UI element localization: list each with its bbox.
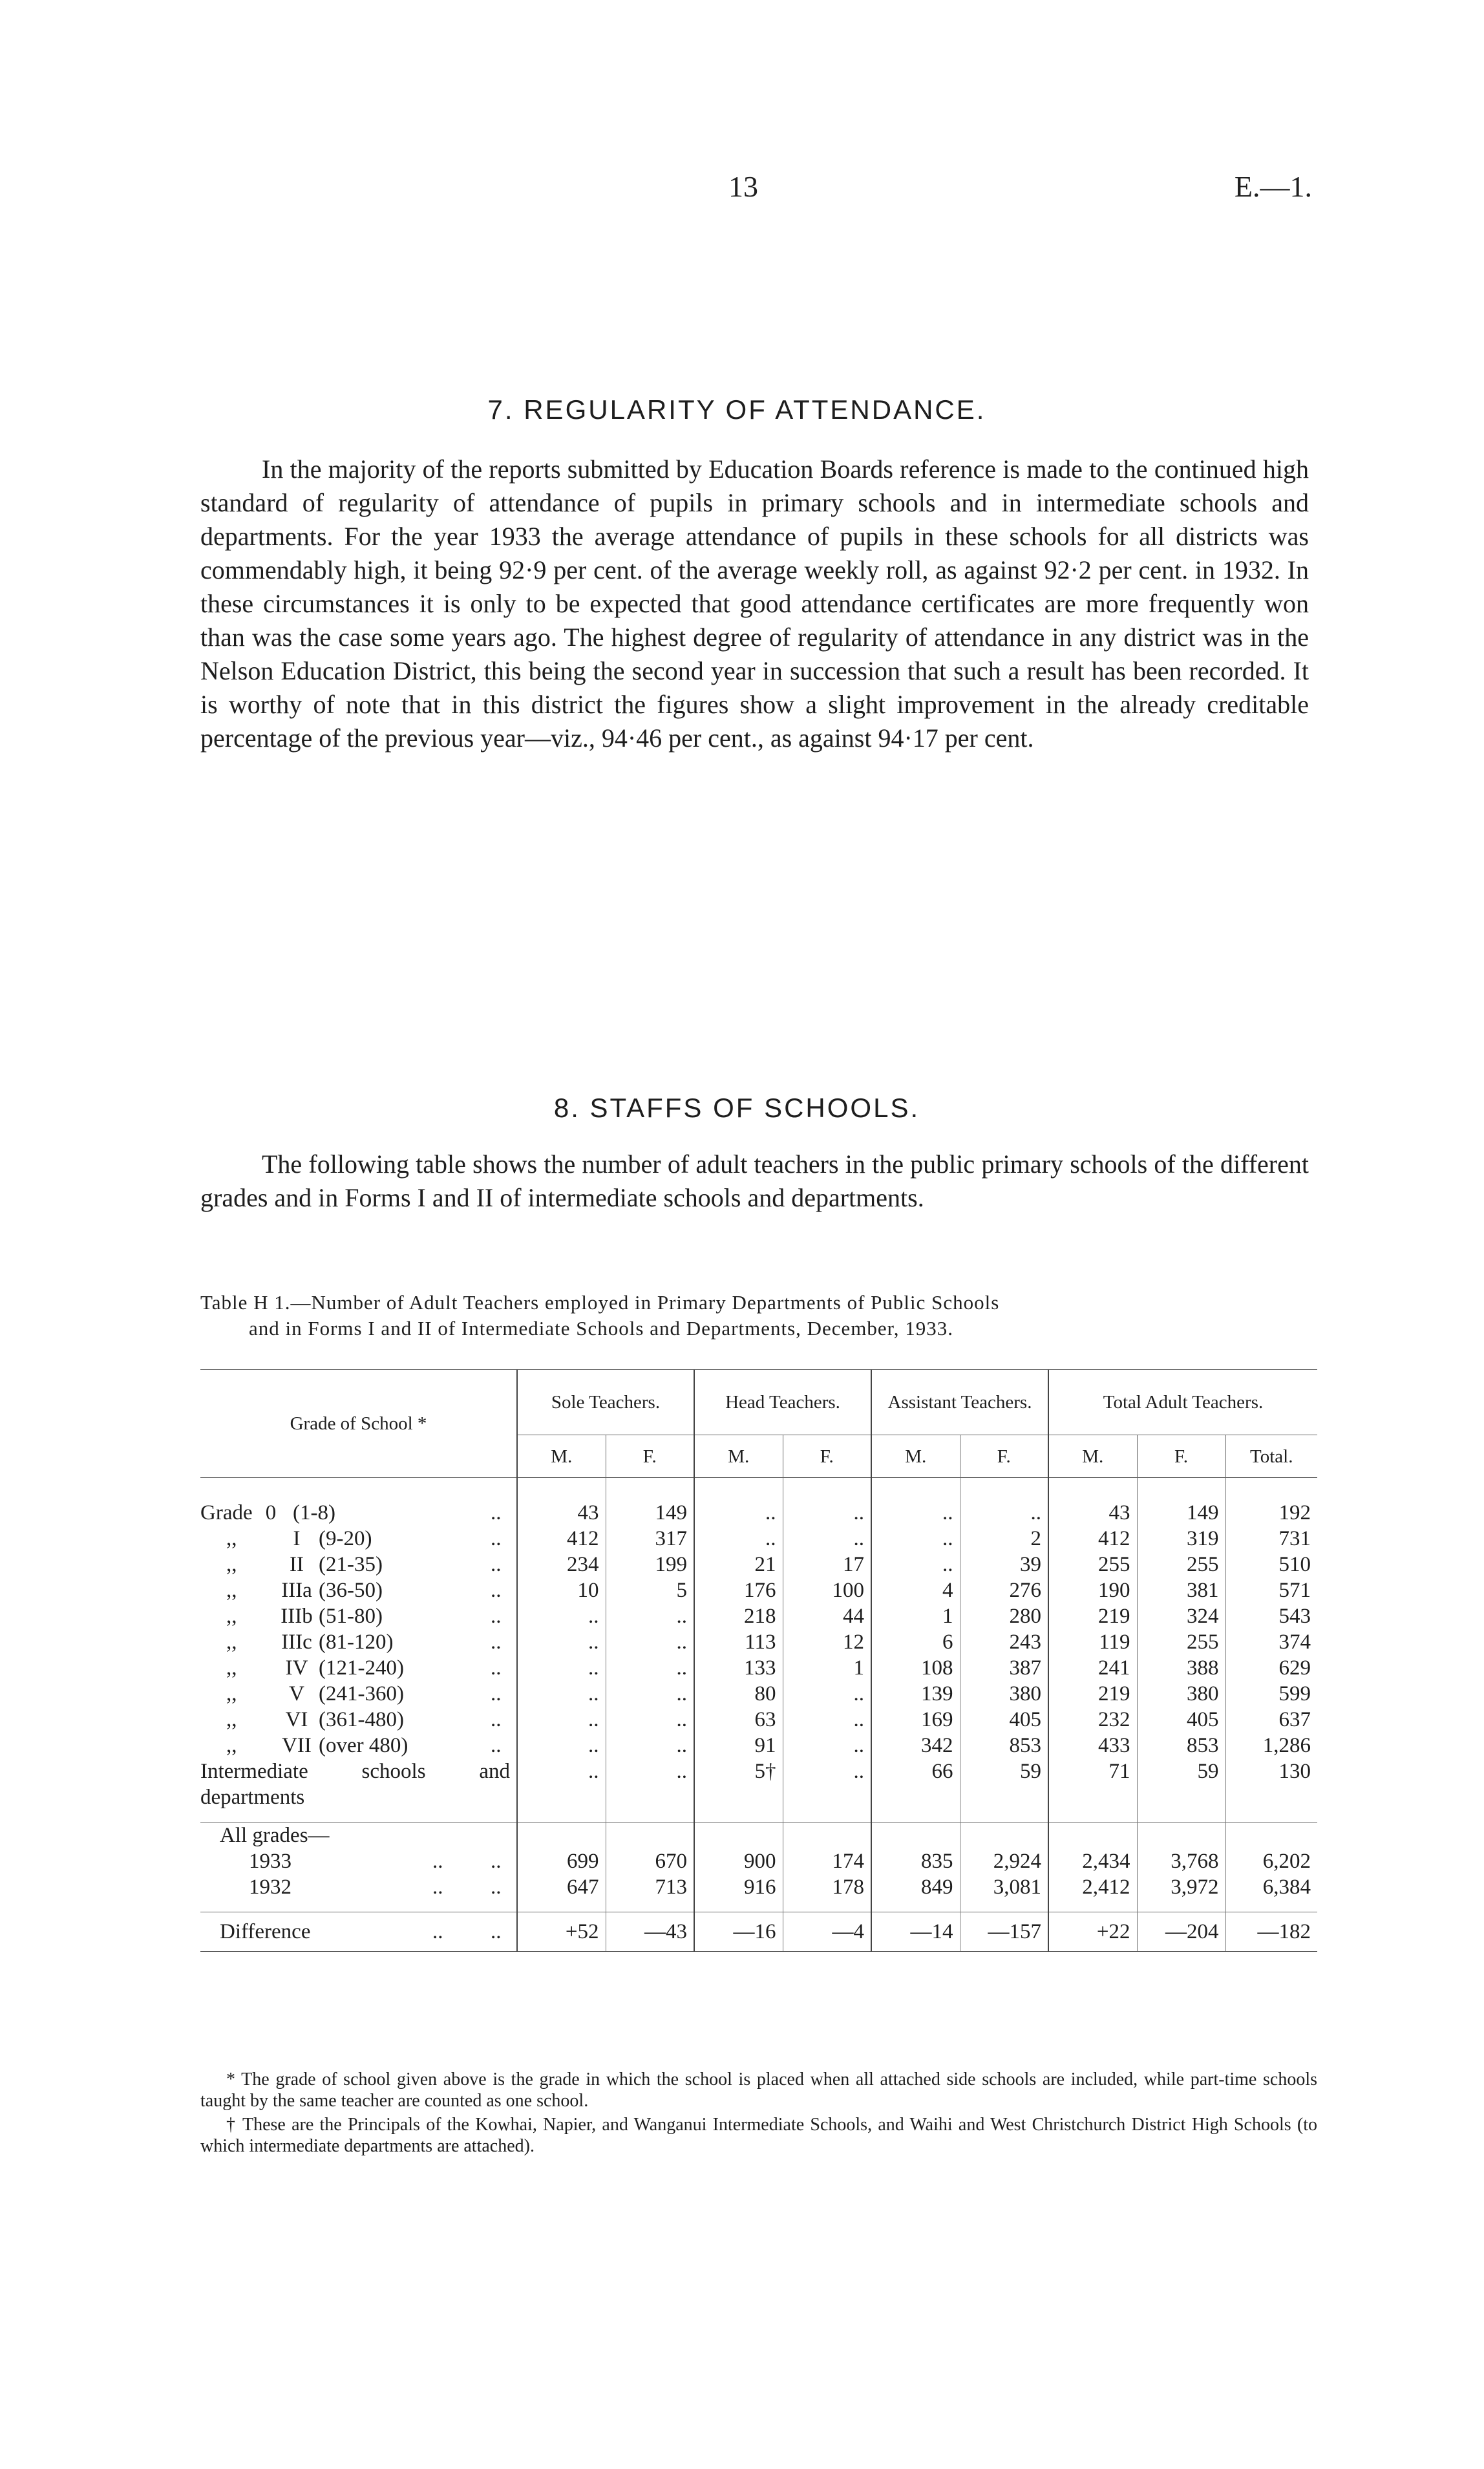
table-cell: .. <box>694 1526 783 1552</box>
table-row <box>200 1526 1317 1552</box>
table-cell: (36-50) <box>319 1579 383 1602</box>
header-total-adult-teachers: Total Adult Teachers. <box>1048 1370 1317 1435</box>
table-cell: 43 <box>1048 1500 1137 1526</box>
page-number: 13 <box>728 170 758 203</box>
table-cell: 199 <box>606 1552 694 1577</box>
header-head-f: F. <box>783 1435 871 1478</box>
table-cell: 219 <box>1048 1603 1137 1629</box>
table-cell: 71 <box>1048 1758 1137 1784</box>
table-cell: 3,768 <box>1137 1848 1225 1874</box>
table-cell: I <box>293 1527 301 1550</box>
table-cell: IIIc <box>281 1630 312 1654</box>
table-cell: 21 <box>694 1552 783 1577</box>
section-7-heading: 7. REGULARITY OF ATTENDANCE. <box>487 394 986 425</box>
table-cell: .. <box>491 1579 502 1602</box>
table-cell: .. <box>606 1629 694 1655</box>
table-cell: +22 <box>1048 1912 1137 1952</box>
table-cell: .. <box>491 1630 502 1654</box>
table-cell: 44 <box>783 1603 871 1629</box>
table-cell: 6 <box>871 1629 960 1655</box>
table-cell: 405 <box>960 1707 1048 1733</box>
table-cell: departments <box>200 1786 305 1809</box>
table-cell: 380 <box>1137 1681 1225 1707</box>
table-row-intermediate-cont <box>200 1784 1317 1810</box>
table-cell: IIIa <box>281 1579 312 1602</box>
table-cell: 133 <box>694 1655 783 1681</box>
table-cell: 190 <box>1048 1577 1137 1603</box>
table-row <box>200 1681 1317 1707</box>
table-cell: 17 <box>783 1552 871 1577</box>
table-cell: .. <box>606 1758 694 1784</box>
table-cell: .. <box>783 1707 871 1733</box>
table-cell: 853 <box>960 1733 1048 1758</box>
footnote-dagger: † These are the Principals of the Kowhai, Napier, and Wanganui Intermediate Schools, and Waihi and West Christchurch District High Schools (to which intermediate departments are attached). <box>200 2115 1317 2156</box>
table-cell: .. <box>491 1527 502 1550</box>
table-cell: 243 <box>960 1629 1048 1655</box>
document-reference: E.—1. <box>1234 170 1312 203</box>
table-row-all-grades <box>200 1822 1317 1849</box>
table-cell: .. <box>517 1603 606 1629</box>
table-cell: 900 <box>694 1848 783 1874</box>
table-cell: 12 <box>783 1629 871 1655</box>
table-cell: (241-360) <box>319 1682 404 1705</box>
table-row <box>200 1733 1317 1758</box>
table-cell: .. <box>432 1876 443 1899</box>
table-cell: .. <box>517 1758 606 1784</box>
table-cell: 4 <box>871 1577 960 1603</box>
table-cell: 849 <box>871 1874 960 1900</box>
table-cell: V <box>289 1682 304 1705</box>
table-cell: .. <box>783 1526 871 1552</box>
table-cell: .. <box>783 1758 871 1784</box>
table-cell: 1933 <box>249 1850 292 1873</box>
table-cell: Intermediate <box>200 1760 308 1783</box>
table-cell: .. <box>491 1682 502 1705</box>
table-cell: .. <box>491 1656 502 1680</box>
table-title-line-2: and in Forms I and II of Intermediate Schools and Departments, December, 1933. <box>249 1317 953 1340</box>
table-cell: ,, <box>226 1553 237 1576</box>
table-cell: (121-240) <box>319 1656 404 1680</box>
table-cell: 219 <box>1048 1681 1137 1707</box>
table-cell: .. <box>871 1500 960 1526</box>
table-row-difference <box>200 1912 1317 1952</box>
header-total-m: M. <box>1048 1435 1137 1478</box>
table-row <box>200 1577 1317 1603</box>
table-cell: 39 <box>960 1552 1048 1577</box>
table-cell: 637 <box>1225 1707 1317 1733</box>
table-row-intermediate <box>200 1758 1317 1784</box>
table-cell: All grades— <box>200 1822 517 1849</box>
table-cell: II <box>290 1553 304 1576</box>
table-cell: 178 <box>783 1874 871 1900</box>
table-cell: IIIb <box>281 1605 313 1628</box>
table-row <box>200 1629 1317 1655</box>
table-cell: .. <box>960 1500 1048 1526</box>
table-cell: 255 <box>1137 1552 1225 1577</box>
table-cell: 380 <box>960 1681 1048 1707</box>
table-cell: 2,412 <box>1048 1874 1137 1900</box>
table-cell: —14 <box>871 1912 960 1952</box>
table-cell: .. <box>783 1500 871 1526</box>
header-assistant-teachers: Assistant Teachers. <box>871 1370 1048 1435</box>
table-cell: .. <box>517 1707 606 1733</box>
table-cell: 0 <box>265 1501 277 1524</box>
header-head-m: M. <box>694 1435 783 1478</box>
table-cell: 108 <box>871 1655 960 1681</box>
table-cell: 63 <box>694 1707 783 1733</box>
table-cell: 149 <box>1137 1500 1225 1526</box>
header-sole-m: M. <box>517 1435 606 1478</box>
table-cell: 1,286 <box>1225 1733 1317 1758</box>
table-cell: ,, <box>226 1630 237 1654</box>
table-cell: 91 <box>694 1733 783 1758</box>
table-cell: —204 <box>1137 1912 1225 1952</box>
table-cell: 731 <box>1225 1526 1317 1552</box>
table-cell: schools <box>361 1760 426 1783</box>
table-cell: .. <box>606 1707 694 1733</box>
section-8-body <box>200 1148 1309 1215</box>
table-cell: .. <box>517 1629 606 1655</box>
table-cell: 319 <box>1137 1526 1225 1552</box>
table-cell: (9-20) <box>319 1527 372 1550</box>
table-cell: .. <box>783 1681 871 1707</box>
table-cell: 2,434 <box>1048 1848 1137 1874</box>
table-cell: 6,384 <box>1225 1874 1317 1900</box>
table-row <box>200 1707 1317 1733</box>
table-row <box>200 1655 1317 1681</box>
table-cell: (1-8) <box>293 1501 335 1524</box>
table-cell: —4 <box>783 1912 871 1952</box>
table-cell: 5† <box>694 1758 783 1784</box>
section-7-body <box>200 453 1309 755</box>
table-cell: 113 <box>694 1629 783 1655</box>
table-cell: .. <box>432 1920 443 1943</box>
table-cell: 255 <box>1137 1629 1225 1655</box>
table-cell: (81-120) <box>319 1630 394 1654</box>
table-cell: —43 <box>606 1912 694 1952</box>
section-7-paragraph: In the majority of the reports submitted by Education Boards reference is made to the continued high standard of regularity of attendance of pupils in primary schools and in intermediate schools and departments. For the year 1933 the average attendance of pupils in these schools for all districts was commendably high, it being 92·9 per cent. of the average weekly roll, as against 92·2 per cent. in 1932. In these circumstances it is only to be expected that good attendance certificates are more frequently won than was the case some years ago. The highest degree of regularity of attendance in any district was in the Nelson Education District, this being the second year in succession that such a result has been recorded. It is worthy of note that in this district the figures show a slight improvement in the already creditable percentage of the previous year—viz., 94·46 per cent., as against 94·17 per cent. <box>200 454 1309 753</box>
table-cell: 670 <box>606 1848 694 1874</box>
table-cell: 6,202 <box>1225 1848 1317 1874</box>
table-cell: .. <box>491 1920 502 1943</box>
table-cell: and <box>479 1760 510 1783</box>
table-cell: 5 <box>606 1577 694 1603</box>
table-cell: 388 <box>1137 1655 1225 1681</box>
table-row-1932 <box>200 1874 1317 1900</box>
table-cell: 387 <box>960 1655 1048 1681</box>
header-assistant-m: M. <box>871 1435 960 1478</box>
table-cell: .. <box>606 1681 694 1707</box>
footnote-star: * The grade of school given above is the grade in which the school is placed when all attached side schools are included, while part-time schools taught by the same teacher are counted as one school. <box>200 2069 1317 2111</box>
header-grade-of-school: Grade of School * <box>200 1370 517 1478</box>
header-total-f: F. <box>1137 1435 1225 1478</box>
table-cell: Difference <box>220 1920 311 1943</box>
table-cell: 1 <box>783 1655 871 1681</box>
table-cell: 1932 <box>249 1876 292 1899</box>
table-cell: 3,972 <box>1137 1874 1225 1900</box>
table-cell: 2 <box>960 1526 1048 1552</box>
table-cell: VI <box>285 1708 308 1731</box>
header-total-all: Total. <box>1225 1435 1317 1478</box>
table-cell: 1 <box>871 1603 960 1629</box>
table-cell: ,, <box>226 1579 237 1602</box>
table-cell: ,, <box>226 1734 237 1757</box>
table-cell: 599 <box>1225 1681 1317 1707</box>
table-cell: 3,081 <box>960 1874 1048 1900</box>
header-assistant-f: F. <box>960 1435 1048 1478</box>
table-cell: 324 <box>1137 1603 1225 1629</box>
section-8-paragraph: The following table shows the number of adult teachers in the public primary schools of the different grades and in Forms I and II of intermediate schools and departments. <box>200 1149 1309 1212</box>
table-row <box>200 1500 1317 1526</box>
table-cell: (51-80) <box>319 1605 383 1628</box>
table-cell: 255 <box>1048 1552 1137 1577</box>
table-cell: —157 <box>960 1912 1048 1952</box>
table-cell: 218 <box>694 1603 783 1629</box>
header-sole-f: F. <box>606 1435 694 1478</box>
table-cell: 510 <box>1225 1552 1317 1577</box>
table-cell: 412 <box>1048 1526 1137 1552</box>
table-cell: .. <box>491 1605 502 1628</box>
header-sole-teachers: Sole Teachers. <box>517 1370 694 1435</box>
table-cell: —182 <box>1225 1912 1317 1952</box>
table-cell: .. <box>694 1500 783 1526</box>
table-title-line-1: Table H 1.—Number of Adult Teachers employed in Primary Departments of Public Schools <box>200 1291 1000 1314</box>
table-cell: IV <box>285 1656 308 1680</box>
table-cell: ,, <box>226 1656 237 1680</box>
table-cell: ,, <box>226 1708 237 1731</box>
table-cell: (over 480) <box>319 1734 408 1757</box>
table-cell: 192 <box>1225 1500 1317 1526</box>
table-cell: 241 <box>1048 1655 1137 1681</box>
table-cell: .. <box>491 1501 502 1524</box>
table-cell: VII <box>282 1734 312 1757</box>
table-cell: 66 <box>871 1758 960 1784</box>
staff-table-container <box>200 1369 1317 1952</box>
table-cell: .. <box>606 1733 694 1758</box>
table-cell: —16 <box>694 1912 783 1952</box>
table-cell: 629 <box>1225 1655 1317 1681</box>
table-cell: (361-480) <box>319 1708 404 1731</box>
table-cell: 916 <box>694 1874 783 1900</box>
table-cell: 80 <box>694 1681 783 1707</box>
table-cell: 43 <box>517 1500 606 1526</box>
section-8-heading: 8. STAFFS OF SCHOOLS. <box>553 1093 920 1123</box>
table-cell: .. <box>432 1850 443 1873</box>
table-cell: 130 <box>1225 1758 1317 1784</box>
table-cell: 100 <box>783 1577 871 1603</box>
table-cell: +52 <box>517 1912 606 1952</box>
table-cell: 853 <box>1137 1733 1225 1758</box>
table-cell: 176 <box>694 1577 783 1603</box>
table-cell: .. <box>517 1655 606 1681</box>
table-cell: 433 <box>1048 1733 1137 1758</box>
table-cell: 149 <box>606 1500 694 1526</box>
table-cell: .. <box>491 1850 502 1873</box>
table-cell: 232 <box>1048 1707 1137 1733</box>
table-cell: .. <box>491 1553 502 1576</box>
header-head-teachers: Head Teachers. <box>694 1370 871 1435</box>
table-cell: 647 <box>517 1874 606 1900</box>
table-cell: 59 <box>960 1758 1048 1784</box>
table-cell: .. <box>606 1603 694 1629</box>
table-cell: 412 <box>517 1526 606 1552</box>
table-cell: 543 <box>1225 1603 1317 1629</box>
table-cell: 280 <box>960 1603 1048 1629</box>
table-cell: (21-35) <box>319 1553 383 1576</box>
table-cell: 174 <box>783 1848 871 1874</box>
table-cell: 835 <box>871 1848 960 1874</box>
table-cell: 317 <box>606 1526 694 1552</box>
table-cell: .. <box>517 1733 606 1758</box>
table-cell: .. <box>871 1526 960 1552</box>
table-cell: 699 <box>517 1848 606 1874</box>
table-cell: 713 <box>606 1874 694 1900</box>
footnotes <box>200 2069 1317 2159</box>
table-cell: Grade <box>200 1501 253 1524</box>
table-cell: .. <box>491 1876 502 1899</box>
table-cell: 381 <box>1137 1577 1225 1603</box>
table-cell: 571 <box>1225 1577 1317 1603</box>
table-row-1933 <box>200 1848 1317 1874</box>
table-cell: .. <box>871 1552 960 1577</box>
table-cell: 405 <box>1137 1707 1225 1733</box>
table-title <box>200 1290 1309 1341</box>
table-cell: .. <box>491 1708 502 1731</box>
table-cell: 374 <box>1225 1629 1317 1655</box>
table-cell: 10 <box>517 1577 606 1603</box>
table-cell: 169 <box>871 1707 960 1733</box>
table-cell: 59 <box>1137 1758 1225 1784</box>
staff-table <box>200 1369 1317 1952</box>
table-cell: .. <box>491 1734 502 1757</box>
table-cell: ,, <box>226 1527 237 1550</box>
table-cell: ,, <box>226 1605 237 1628</box>
table-cell: 342 <box>871 1733 960 1758</box>
table-cell: .. <box>783 1733 871 1758</box>
table-row <box>200 1603 1317 1629</box>
table-row <box>200 1552 1317 1577</box>
table-cell: 234 <box>517 1552 606 1577</box>
table-cell: 2,924 <box>960 1848 1048 1874</box>
table-cell: 119 <box>1048 1629 1137 1655</box>
table-cell: .. <box>517 1681 606 1707</box>
table-cell: 139 <box>871 1681 960 1707</box>
table-cell: 276 <box>960 1577 1048 1603</box>
table-cell: ,, <box>226 1682 237 1705</box>
table-cell: .. <box>606 1655 694 1681</box>
